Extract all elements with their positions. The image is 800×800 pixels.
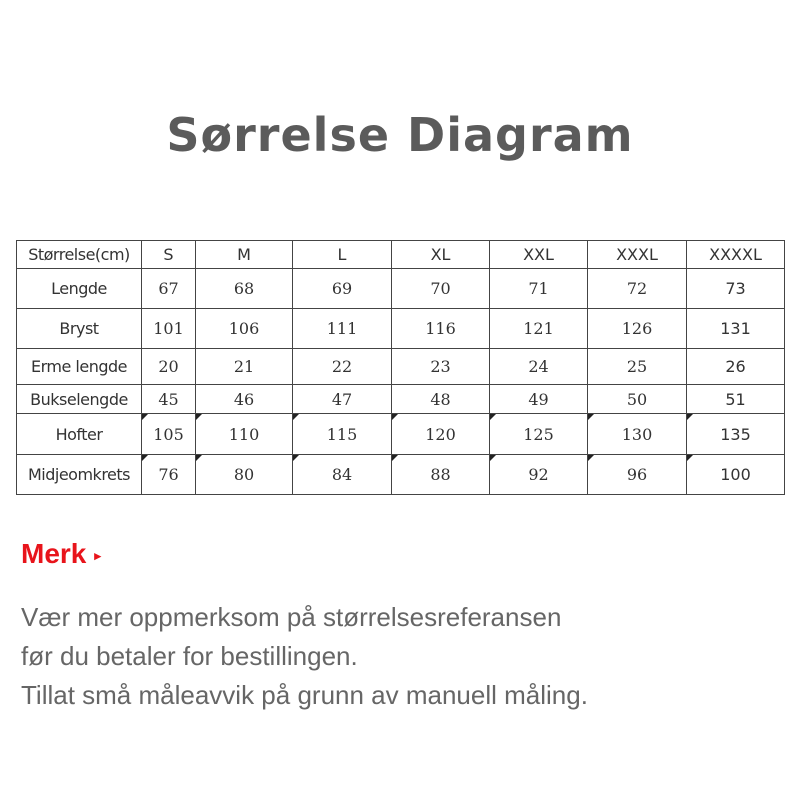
table-cell: 24	[490, 349, 588, 385]
row-label: Bryst	[17, 309, 142, 349]
table-cell: 23	[392, 349, 490, 385]
note-heading	[21, 538, 101, 570]
row-label: Hofter	[17, 414, 142, 455]
table-cell: 101	[142, 309, 196, 349]
size-header: XXXXL	[687, 241, 785, 269]
table-cell: 96	[588, 455, 687, 495]
table-cell: 105	[142, 414, 196, 455]
table-row	[17, 414, 785, 455]
table-cell: 121	[490, 309, 588, 349]
table-cell: 115	[293, 414, 392, 455]
table-row	[17, 455, 785, 495]
table-cell: 71	[490, 269, 588, 309]
size-header: L	[293, 241, 392, 269]
table-cell: 69	[293, 269, 392, 309]
table-cell: 92	[490, 455, 588, 495]
header-label: Størrelse(cm)	[17, 241, 142, 269]
size-chart-table	[16, 240, 785, 495]
table-header-row	[17, 241, 785, 269]
table-cell: 76	[142, 455, 196, 495]
size-header: XXXL	[588, 241, 687, 269]
table-cell: 50	[588, 385, 687, 414]
table-cell: 68	[196, 269, 293, 309]
table-cell: 25	[588, 349, 687, 385]
table-cell: 49	[490, 385, 588, 414]
row-label: Lengde	[17, 269, 142, 309]
table-cell: 135	[687, 414, 785, 455]
table-row	[17, 349, 785, 385]
table-cell: 20	[142, 349, 196, 385]
row-label: Bukselengde	[17, 385, 142, 414]
note-line: Tillat små måleavvik på grunn av manuell måling.	[21, 680, 588, 710]
table-cell: 120	[392, 414, 490, 455]
table-cell: 72	[588, 269, 687, 309]
table-cell: 126	[588, 309, 687, 349]
table-row	[17, 385, 785, 414]
table-cell: 84	[293, 455, 392, 495]
table-cell: 22	[293, 349, 392, 385]
row-label: Midjeomkrets	[17, 455, 142, 495]
page-title: Sørrelse Diagram	[166, 108, 634, 162]
table-cell: 100	[687, 455, 785, 495]
triangle-right-icon: ▸	[94, 547, 101, 563]
table-cell: 110	[196, 414, 293, 455]
table-row	[17, 269, 785, 309]
note-heading-text: Merk	[21, 538, 87, 569]
table-cell: 130	[588, 414, 687, 455]
size-header: XXL	[490, 241, 588, 269]
table-cell: 46	[196, 385, 293, 414]
table-cell: 80	[196, 455, 293, 495]
table-cell: 73	[687, 269, 785, 309]
table-cell: 47	[293, 385, 392, 414]
table-row	[17, 309, 785, 349]
table-cell: 88	[392, 455, 490, 495]
table-cell: 67	[142, 269, 196, 309]
size-header: M	[196, 241, 293, 269]
table-cell: 111	[293, 309, 392, 349]
note-line: Vær mer oppmerksom på størrelsesreferansen	[21, 602, 562, 632]
table-cell: 45	[142, 385, 196, 414]
table-cell: 106	[196, 309, 293, 349]
table-cell: 70	[392, 269, 490, 309]
table-cell: 26	[687, 349, 785, 385]
table-cell: 131	[687, 309, 785, 349]
table-cell: 48	[392, 385, 490, 414]
note-line: før du betaler for bestillingen.	[21, 641, 358, 671]
table-cell: 125	[490, 414, 588, 455]
row-label: Erme lengde	[17, 349, 142, 385]
size-header: S	[142, 241, 196, 269]
table-cell: 116	[392, 309, 490, 349]
table-cell: 21	[196, 349, 293, 385]
note-body	[21, 598, 588, 715]
table-cell: 51	[687, 385, 785, 414]
size-header: XL	[392, 241, 490, 269]
